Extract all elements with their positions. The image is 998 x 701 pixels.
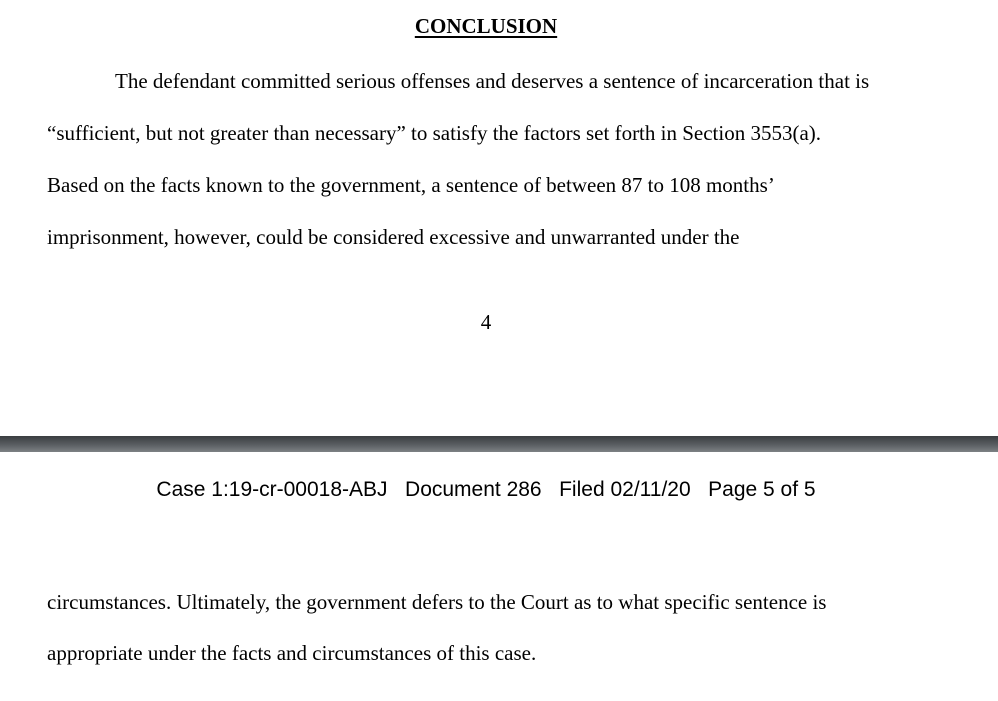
page-divider: [0, 436, 998, 452]
section-heading: CONCLUSION: [414, 14, 558, 38]
body-line-1: The defendant committed serious offenses and deserves a sentence of incarceration that is: [115, 69, 870, 93]
body-line-3: Based on the facts known to the government, a sentence of between 87 to 108 months’: [47, 173, 775, 197]
body-line-4: imprisonment, however, could be considered excessive and unwarranted under the: [47, 225, 740, 249]
body-line-5: circumstances. Ultimately, the government defers to the Court as to what specific sentence is: [47, 590, 827, 614]
body-line-2: “sufficient, but not greater than necessary” to satisfy the factors set forth in Section 3553(a).: [47, 121, 822, 145]
body-line-6: appropriate under the facts and circumstances of this case.: [47, 641, 537, 665]
page-number: 4: [480, 310, 492, 334]
case-header: Case 1:19-cr-00018-ABJ Document 286 Filed 02/11/20 Page 5 of 5: [156, 478, 816, 501]
